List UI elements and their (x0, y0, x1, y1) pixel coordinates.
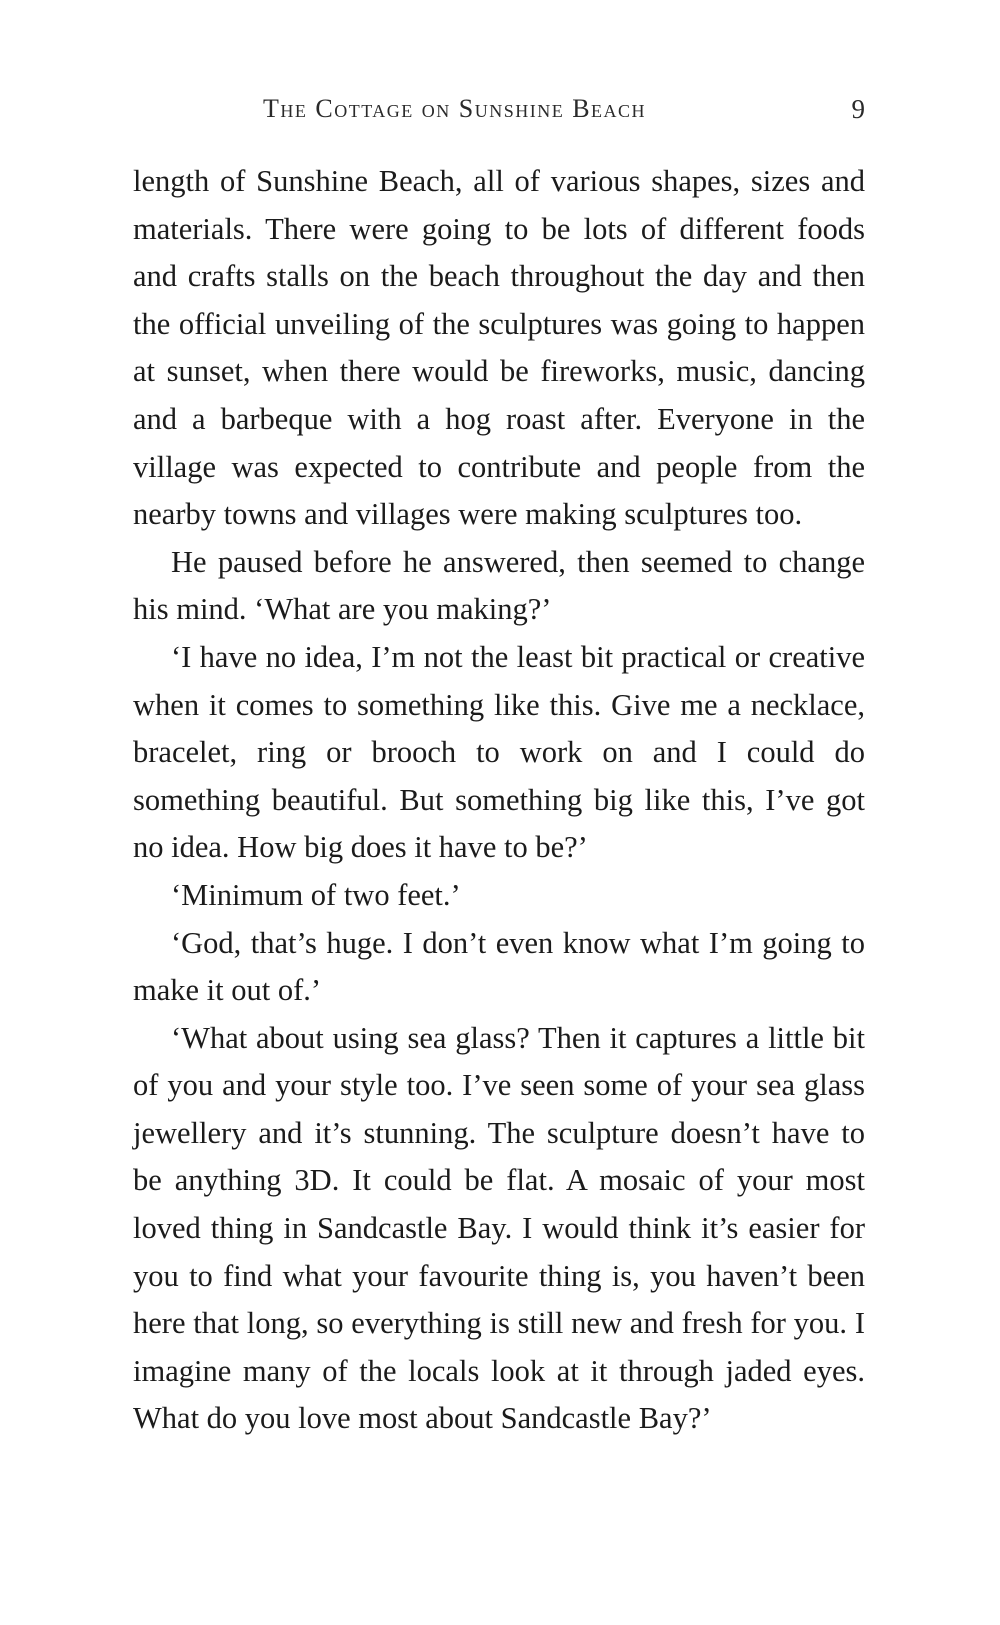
paragraph: He paused before he answered, then seemed to change his mind. ‘What are you making?’ (133, 544, 865, 627)
paragraph: ‘What about using sea glass? Then it captures a little bit of you and your style too. I’ve seen some of your sea glass jewellery and it’s stunning. The sculpture doesn’t have to be anything 3D. It could be flat. A mosaic of your most loved thing in Sandcastle Bay. I would think it’s easier for you to find what your favourite thing is, you haven’t been here that long, so everything is still new and fresh for you. I imagine many of the locals look at it through jaded eyes. What do you love most about Sandcastle Bay?’ (133, 1020, 865, 1436)
running-header (133, 94, 865, 134)
paragraph: ‘God, that’s huge. I don’t even know what I’m going to make it out of.’ (133, 925, 865, 1008)
paragraph: length of Sunshine Beach, all of various shapes, sizes and materials. There were going to be lots of different foods and crafts stalls on the beach throughout the day and then the official unveiling of the sculptures was going to happen at sunset, when there would be fireworks, music, dancing and a barbeque with a hog roast after. Everyone in the village was expected to contribute and people from the nearby towns and villages were making sculptures too. (133, 164, 865, 532)
paragraph: ‘Minimum of two feet.’ (171, 877, 461, 912)
page-number: 9 (851, 94, 865, 124)
running-title: The Cottage on Sunshine Beach (263, 94, 647, 123)
paragraph: ‘I have no idea, I’m not the least bit practical or creative when it comes to something like this. Give me a necklace, bracelet, ring or brooch to work on and I could do something beautiful. But something big like this, I’ve got no idea. How big does it have to be?’ (133, 639, 865, 865)
body-text (133, 158, 865, 1443)
